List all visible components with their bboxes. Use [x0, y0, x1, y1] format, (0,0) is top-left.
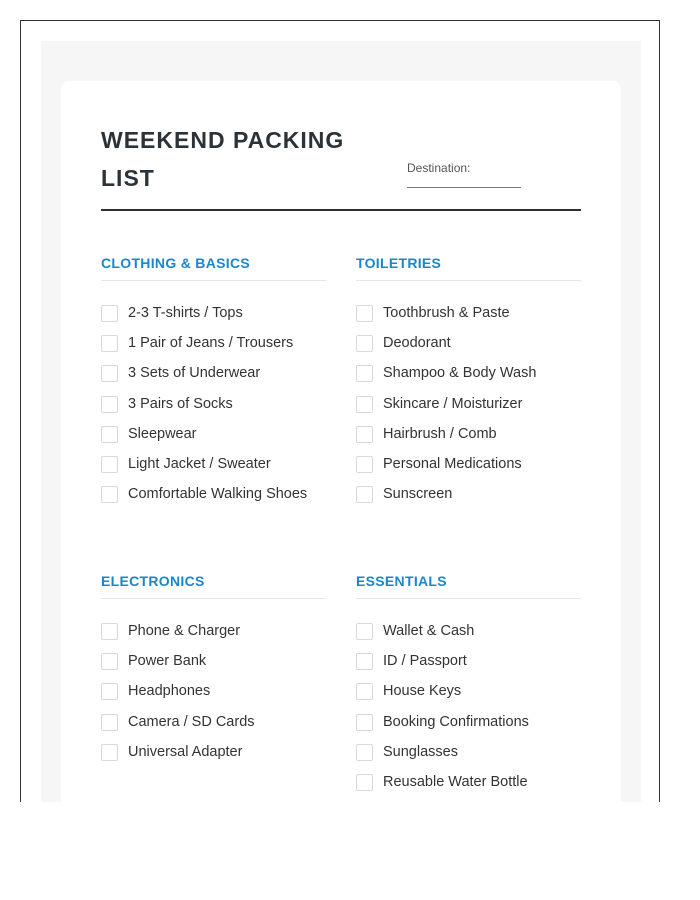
list-item: [356, 328, 581, 358]
item-label: Skincare / Moisturizer: [383, 395, 523, 412]
item-label: Sleepwear: [128, 425, 197, 442]
checkbox[interactable]: [356, 744, 373, 761]
list-item: [356, 359, 581, 389]
checkbox[interactable]: [101, 426, 118, 443]
checklist: [356, 616, 581, 798]
checkbox[interactable]: [101, 744, 118, 761]
section-title: TOILETRIES: [356, 255, 581, 281]
checkbox[interactable]: [101, 396, 118, 413]
checkbox[interactable]: [356, 623, 373, 640]
item-label: Universal Adapter: [128, 743, 243, 760]
list-item: [101, 677, 326, 707]
destination-field: [407, 161, 521, 188]
checkbox[interactable]: [356, 396, 373, 413]
section-essentials: [356, 573, 581, 798]
checkbox[interactable]: [101, 486, 118, 503]
list-item: [101, 298, 326, 328]
list-item: [356, 480, 581, 510]
item-label: Phone & Charger: [128, 622, 241, 639]
list-item: [101, 449, 326, 479]
checkbox[interactable]: [101, 305, 118, 322]
item-label: Camera / SD Cards: [128, 713, 255, 730]
item-label: Sunscreen: [383, 486, 453, 503]
list-item: [101, 707, 326, 737]
item-label: Reusable Water Bottle: [383, 774, 528, 791]
list-item: [101, 359, 326, 389]
checkbox[interactable]: [356, 305, 373, 322]
list-item: [101, 389, 326, 419]
checkbox[interactable]: [101, 335, 118, 352]
section-electronics: [101, 573, 326, 767]
list-item: [356, 389, 581, 419]
list-item: [356, 767, 581, 797]
checkbox[interactable]: [356, 335, 373, 352]
item-label: Booking Confirmations: [383, 713, 529, 730]
packing-list-card: [61, 81, 621, 802]
item-label: 3 Pairs of Socks: [128, 395, 233, 412]
checkbox[interactable]: [101, 623, 118, 640]
destination-label: Destination:: [407, 161, 471, 175]
checkbox[interactable]: [101, 714, 118, 731]
checklist: [101, 298, 326, 510]
checkbox[interactable]: [356, 486, 373, 503]
list-item: [101, 616, 326, 646]
section-clothing-basics: [101, 255, 326, 510]
item-label: Power Bank: [128, 652, 207, 669]
list-item: [356, 707, 581, 737]
list-item: [356, 616, 581, 646]
item-label: House Keys: [383, 683, 462, 700]
checkbox[interactable]: [101, 653, 118, 670]
section-title: CLOTHING & BASICS: [101, 255, 326, 281]
checklist: [356, 298, 581, 510]
item-label: Toothbrush & Paste: [383, 304, 510, 321]
item-label: Wallet & Cash: [383, 622, 475, 639]
section-title: ELECTRONICS: [101, 573, 326, 599]
checkbox[interactable]: [356, 426, 373, 443]
checkbox[interactable]: [356, 714, 373, 731]
item-label: Headphones: [128, 683, 211, 700]
list-item: [101, 419, 326, 449]
checkbox[interactable]: [356, 683, 373, 700]
item-label: Comfortable Walking Shoes: [128, 486, 308, 503]
item-label: 3 Sets of Underwear: [128, 365, 261, 382]
list-item: [356, 419, 581, 449]
checkbox[interactable]: [356, 365, 373, 382]
checkbox[interactable]: [356, 456, 373, 473]
list-item: [101, 737, 326, 767]
item-label: ID / Passport: [383, 652, 467, 669]
checkbox[interactable]: [101, 683, 118, 700]
checkbox[interactable]: [101, 456, 118, 473]
list-item: [101, 646, 326, 676]
item-label: Personal Medications: [383, 456, 522, 473]
section-toiletries: [356, 255, 581, 510]
list-item: [101, 480, 326, 510]
list-item: [356, 449, 581, 479]
item-label: Light Jacket / Sweater: [128, 456, 271, 473]
checklist: [101, 616, 326, 767]
list-item: [356, 646, 581, 676]
item-label: Sunglasses: [383, 743, 458, 760]
document-frame: [20, 20, 660, 802]
item-label: Deodorant: [383, 334, 451, 351]
header: [101, 121, 581, 211]
item-label: Hairbrush / Comb: [383, 425, 497, 442]
destination-blank-line[interactable]: [407, 187, 521, 188]
item-label: 2-3 T-shirts / Tops: [128, 304, 243, 321]
checkbox[interactable]: [356, 653, 373, 670]
list-item: [356, 677, 581, 707]
section-title: ESSENTIALS: [356, 573, 581, 599]
list-item: [356, 298, 581, 328]
page-title: WEEKEND PACKING LIST: [101, 127, 345, 191]
item-label: Shampoo & Body Wash: [383, 365, 537, 382]
checkbox[interactable]: [101, 365, 118, 382]
list-item: [101, 328, 326, 358]
outer-panel: [41, 41, 641, 802]
checkbox[interactable]: [356, 774, 373, 791]
list-item: [356, 737, 581, 767]
item-label: 1 Pair of Jeans / Trousers: [128, 334, 294, 351]
